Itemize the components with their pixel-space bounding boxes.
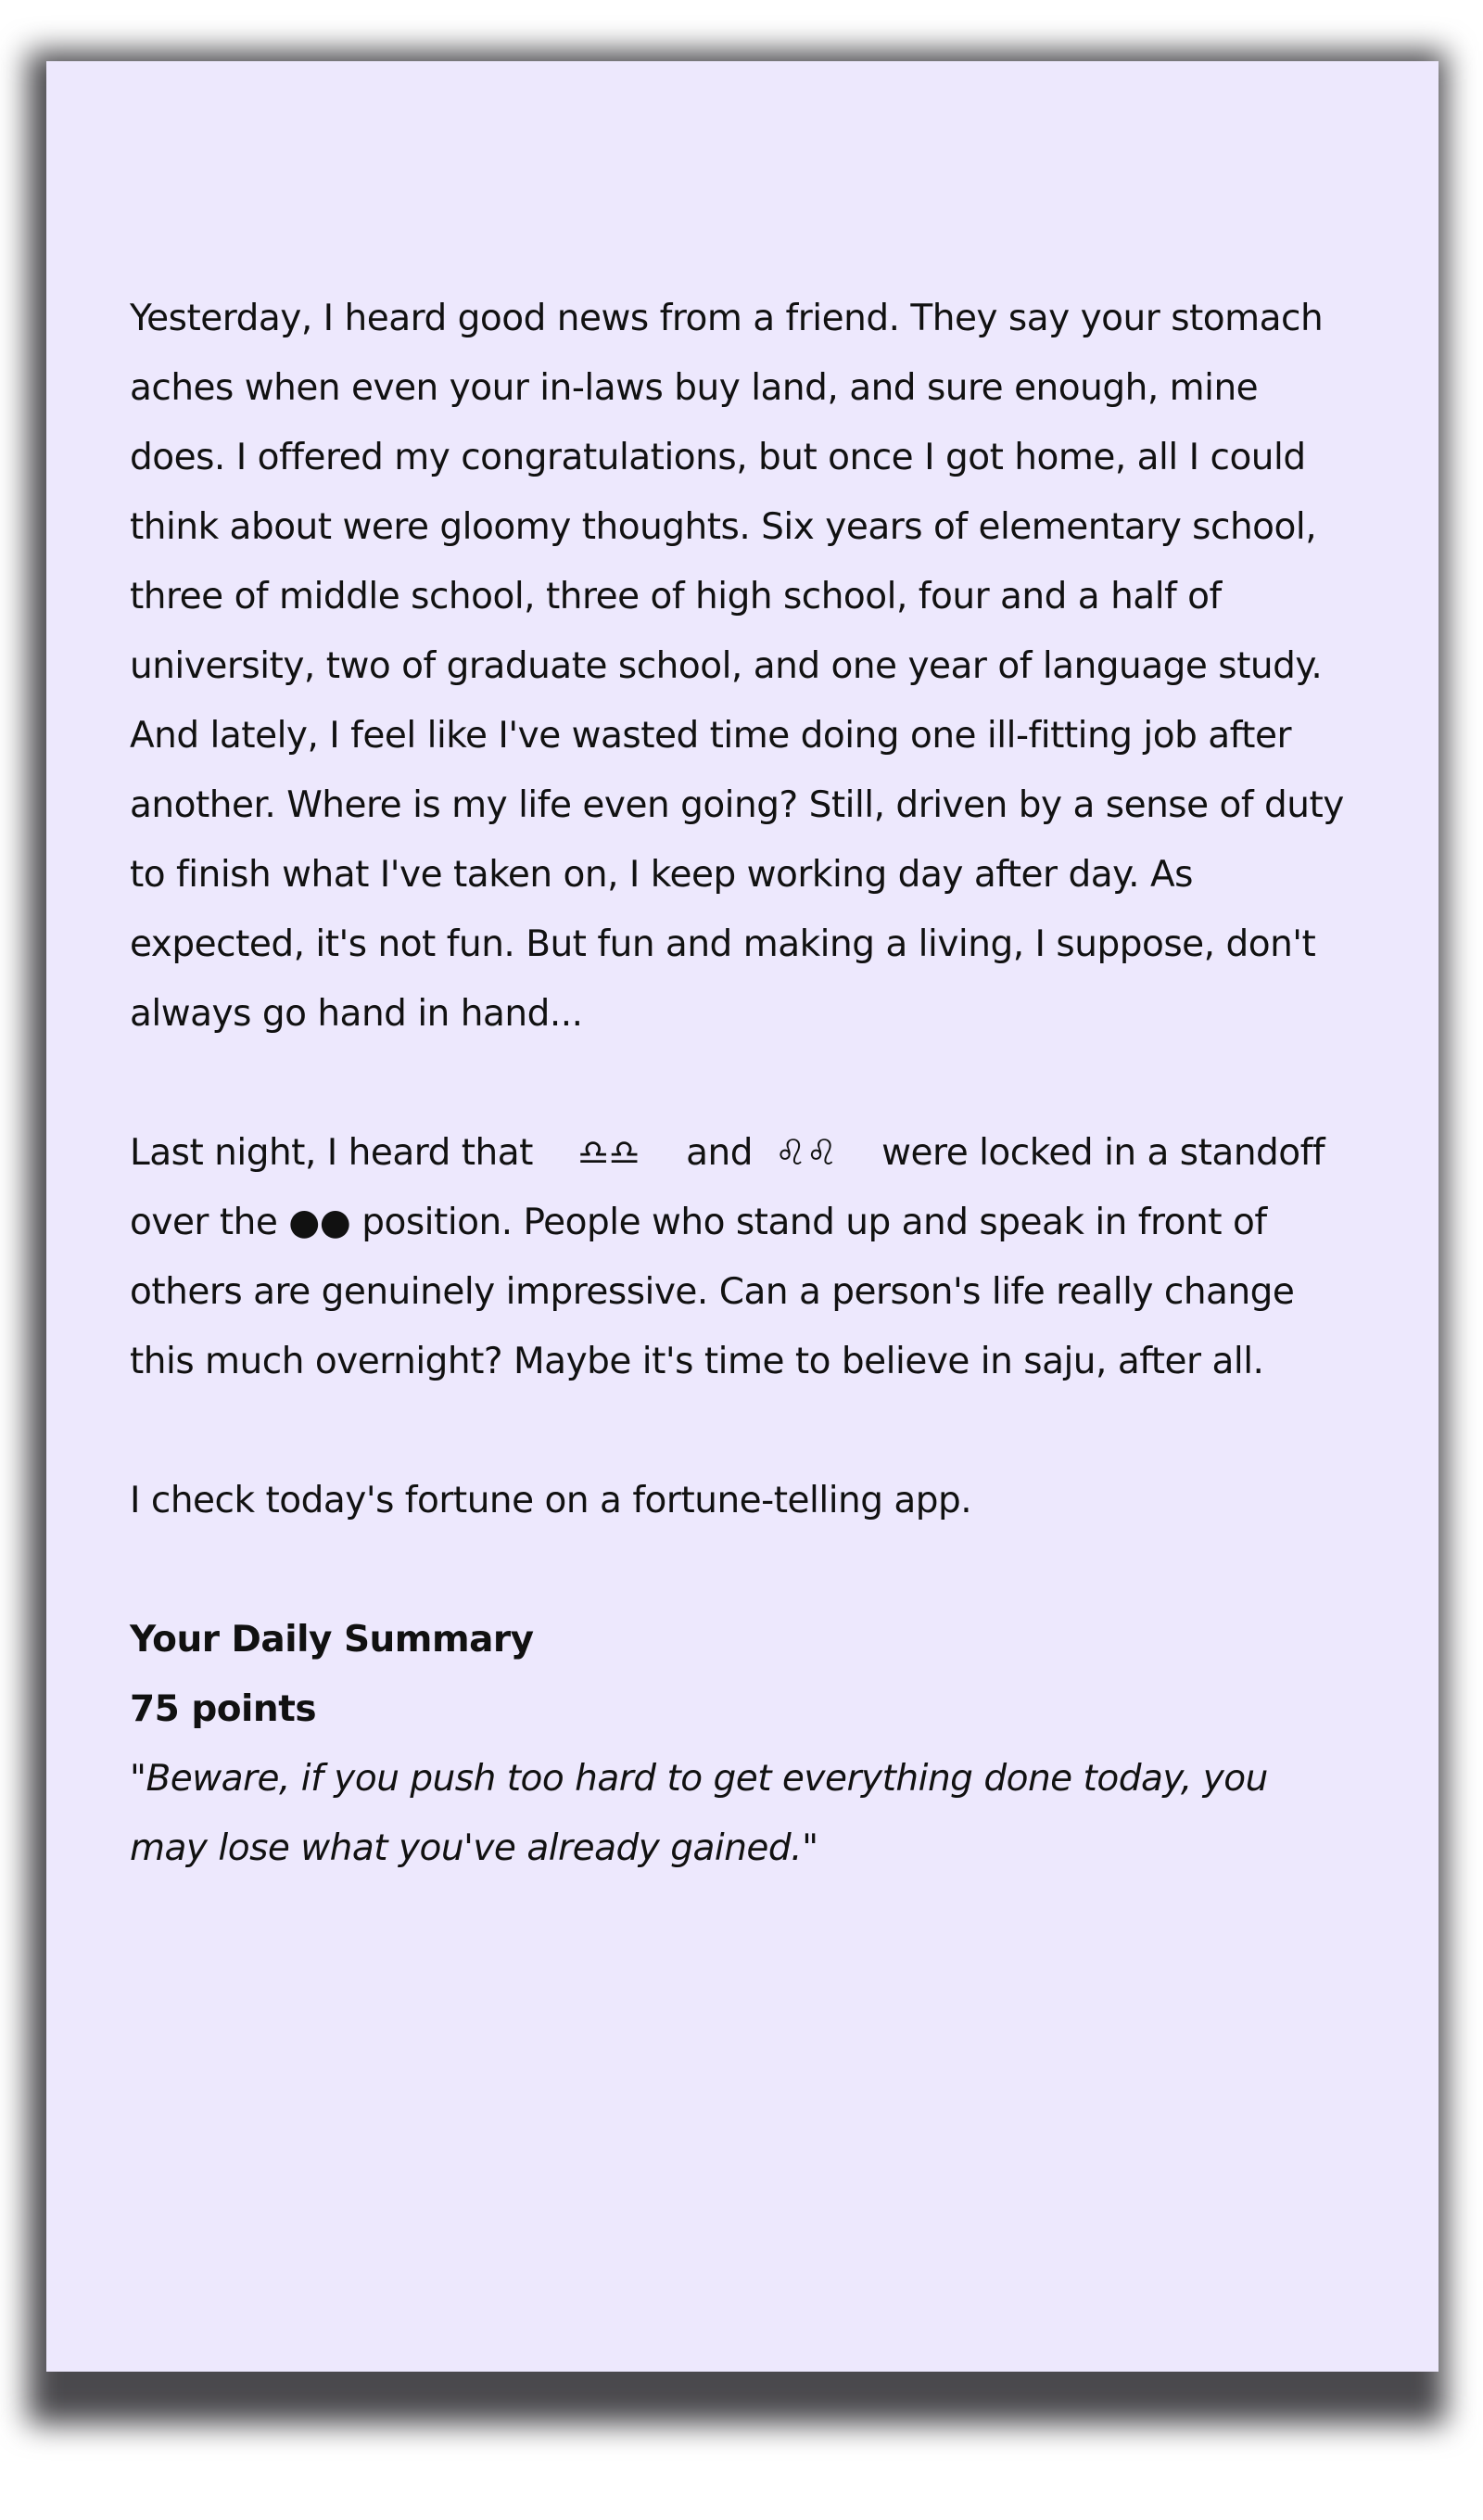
paragraph-2-text-4: position. People who stand up and speak in front of others are genuinely impressive. Can a person's life really change this much overnight? Maybe it's time to believe in saju, after all. xyxy=(130,1202,1295,1382)
story-paragraph-2 xyxy=(130,1118,1355,1396)
leo-symbol-pair: ♌♌ xyxy=(774,1132,838,1173)
story-card xyxy=(46,61,1439,2372)
story-paragraph-3: I check today's fortune on a fortune-telling app. xyxy=(130,1480,972,1521)
summary-title: Your Daily Summary xyxy=(130,1619,534,1661)
summary-score: 75 points xyxy=(130,1688,317,1730)
daily-summary xyxy=(130,1605,1355,1883)
paragraph-2-text-1: Last night, I heard that xyxy=(130,1132,533,1174)
story-paragraph-1: Yesterday, I heard good news from a friend. They say your stomach aches when even your in-laws buy land, and sure enough, mine does. I offered my congratulations, but once I got home, all I could think about were gloomy thoughts. Six years of elementary school, three of middle school, three of high school, four and a half of university, two of graduate school, and one year of language study. And lately, I feel like I've wasted time doing one ill-fitting job after another. Where is my life even going? Still, driven by a sense of duty to finish what I've taken on, I keep working day after day. As expected, it's not fun. But fun and making a living, I suppose, don't always go hand in hand... xyxy=(130,298,1344,1035)
paragraph-2-text-3: were locked in a standoff over the xyxy=(130,1132,1325,1243)
redacted-dots: ●● xyxy=(288,1202,351,1243)
paragraph-2-text-2: and xyxy=(686,1132,753,1174)
libra-symbol-pair: ♎♎ xyxy=(577,1132,640,1173)
summary-quote: "Beware, if you push too hard to get everything done today, you may lose what you've already gained." xyxy=(130,1758,1268,1869)
